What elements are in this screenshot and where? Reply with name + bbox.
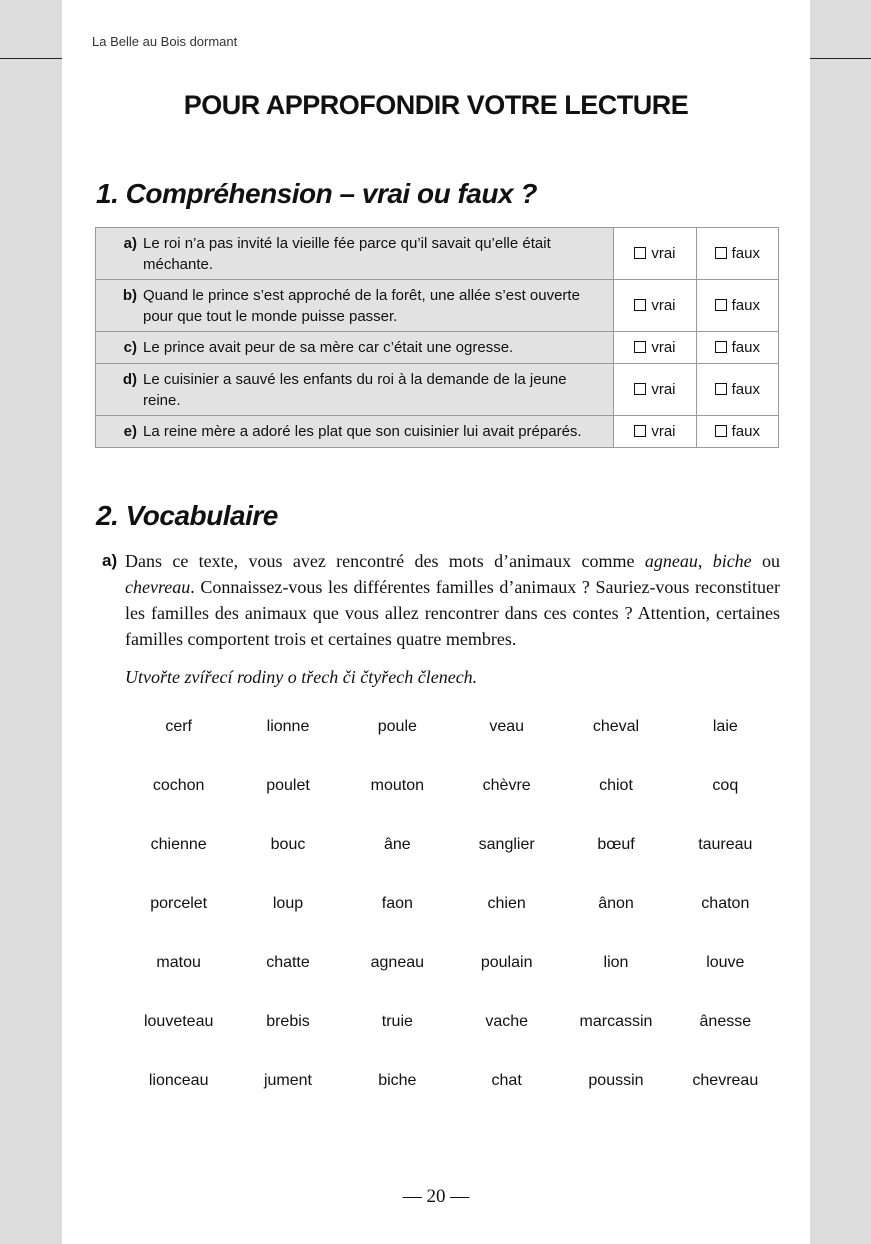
word-grid (124, 718, 780, 1131)
animal-word: louve (706, 954, 745, 971)
checkbox-icon[interactable] (715, 383, 727, 395)
animal-word: faon (381, 895, 413, 912)
animal-word: marcassin (579, 1013, 653, 1030)
animal-word: ânon (598, 895, 634, 912)
animal-word: lionne (266, 718, 310, 735)
running-head: La Belle au Bois dormant (92, 34, 238, 49)
animal-word: brebis (266, 1013, 310, 1030)
question-cell (96, 416, 614, 448)
animal-word: âne (383, 836, 411, 853)
true-option[interactable]: vrai (614, 228, 696, 280)
true-option[interactable]: vrai (614, 280, 696, 332)
animal-word: poulain (480, 954, 533, 971)
question-text: Le cuisinier a sauvé les enfants du roi à la demande de la jeune reine. (143, 370, 567, 409)
animal-word: chaton (701, 895, 750, 912)
question-cell (96, 364, 614, 416)
animal-word: chevreau (692, 1072, 759, 1089)
question-cell (96, 228, 614, 280)
animal-word: cochon (152, 777, 205, 794)
animal-word: chatte (266, 954, 310, 971)
animal-word: poulet (266, 777, 310, 794)
animal-word: agneau (370, 954, 425, 971)
false-option[interactable]: faux (696, 364, 778, 416)
animal-word: bœuf (597, 836, 635, 853)
true-false-table (95, 227, 779, 448)
checkbox-icon[interactable] (634, 341, 646, 353)
animal-word: biche (378, 1072, 417, 1089)
vocabulary-exercise (102, 548, 780, 690)
animal-word: ânesse (699, 1013, 752, 1030)
animal-word: porcelet (150, 895, 208, 912)
exercise-letter: a) (102, 551, 118, 570)
true-option[interactable]: vrai (614, 332, 696, 364)
checkbox-icon[interactable] (634, 383, 646, 395)
checkbox-icon[interactable] (715, 247, 727, 259)
question-row (96, 228, 779, 280)
animal-word: bouc (270, 836, 306, 853)
question-row (96, 364, 779, 416)
exercise-instructions: Dans ce texte, vous avez rencontré des mots d’animaux comme agneau, biche ou chevreau. Connaissez-vous les différentes familles d’animaux ? Sauriez-vous reconstituer les familles des animaux que vous allez rencontrer dans ces contes ? Attention, certaines familles comportent trois et certaines quatre membres. (125, 551, 781, 649)
animal-word: louveteau (143, 1013, 214, 1030)
animal-word: loup (272, 895, 304, 912)
checkbox-icon[interactable] (634, 247, 646, 259)
animal-word: truie (381, 1013, 413, 1030)
animal-word: chienne (150, 836, 207, 853)
page (62, 0, 810, 1244)
page-title: POUR APPROFONDIR VOTRE LECTURE (183, 90, 689, 120)
animal-word: chèvre (482, 777, 531, 794)
animal-word: vache (485, 1013, 529, 1030)
question-cell (96, 332, 614, 364)
animal-word: cerf (165, 718, 192, 735)
animal-word: chien (487, 895, 526, 912)
question-letter: d) (122, 370, 137, 388)
section-1-title: 1. Compréhension – vrai ou faux ? (96, 178, 537, 209)
true-option[interactable]: vrai (614, 364, 696, 416)
checkbox-icon[interactable] (715, 341, 727, 353)
question-row (96, 332, 779, 364)
question-cell (96, 280, 614, 332)
question-row (96, 416, 779, 448)
animal-word: chat (491, 1072, 522, 1089)
question-letter: a) (123, 234, 137, 252)
czech-instruction: Utvořte zvířecí rodiny o třech či čtyřech členech. (125, 667, 478, 687)
question-letter: b) (122, 286, 137, 304)
section-2-title: 2. Vocabulaire (96, 500, 278, 531)
false-option[interactable]: faux (696, 228, 778, 280)
animal-word: lionceau (148, 1072, 209, 1089)
question-text: La reine mère a adoré les plat que son cuisinier lui avait préparés. (143, 423, 582, 440)
animal-word: jument (263, 1072, 312, 1089)
animal-word: matou (156, 954, 201, 971)
question-text: Quand le prince s’est approché de la forêt, une allée s’est ouverte pour que tout le monde puisse passer. (143, 286, 580, 325)
animal-word: lion (603, 954, 629, 971)
animal-word: poule (377, 718, 417, 735)
animal-word: sanglier (478, 836, 535, 853)
false-option[interactable]: faux (696, 280, 778, 332)
checkbox-icon[interactable] (634, 299, 646, 311)
animal-word: laie (712, 718, 738, 735)
animal-word: coq (712, 777, 739, 794)
question-letter: c) (123, 339, 137, 356)
checkbox-icon[interactable] (715, 299, 727, 311)
true-option[interactable]: vrai (614, 416, 696, 448)
question-row (96, 280, 779, 332)
page-number: — 20 — (402, 1186, 470, 1207)
animal-word: cheval (592, 718, 640, 735)
animal-word: veau (489, 718, 525, 735)
false-option[interactable]: faux (696, 416, 778, 448)
question-text: Le roi n’a pas invité la vieille fée parce qu’il savait qu’elle était méchante. (143, 234, 551, 273)
question-letter: e) (123, 423, 137, 440)
animal-word: mouton (370, 777, 425, 794)
checkbox-icon[interactable] (715, 425, 727, 437)
false-option[interactable]: faux (696, 332, 778, 364)
question-text: Le prince avait peur de sa mère car c’était une ogresse. (143, 339, 514, 356)
animal-word: chiot (599, 777, 633, 794)
animal-word: poussin (588, 1072, 644, 1089)
checkbox-icon[interactable] (634, 425, 646, 437)
animal-word: taureau (698, 836, 753, 853)
